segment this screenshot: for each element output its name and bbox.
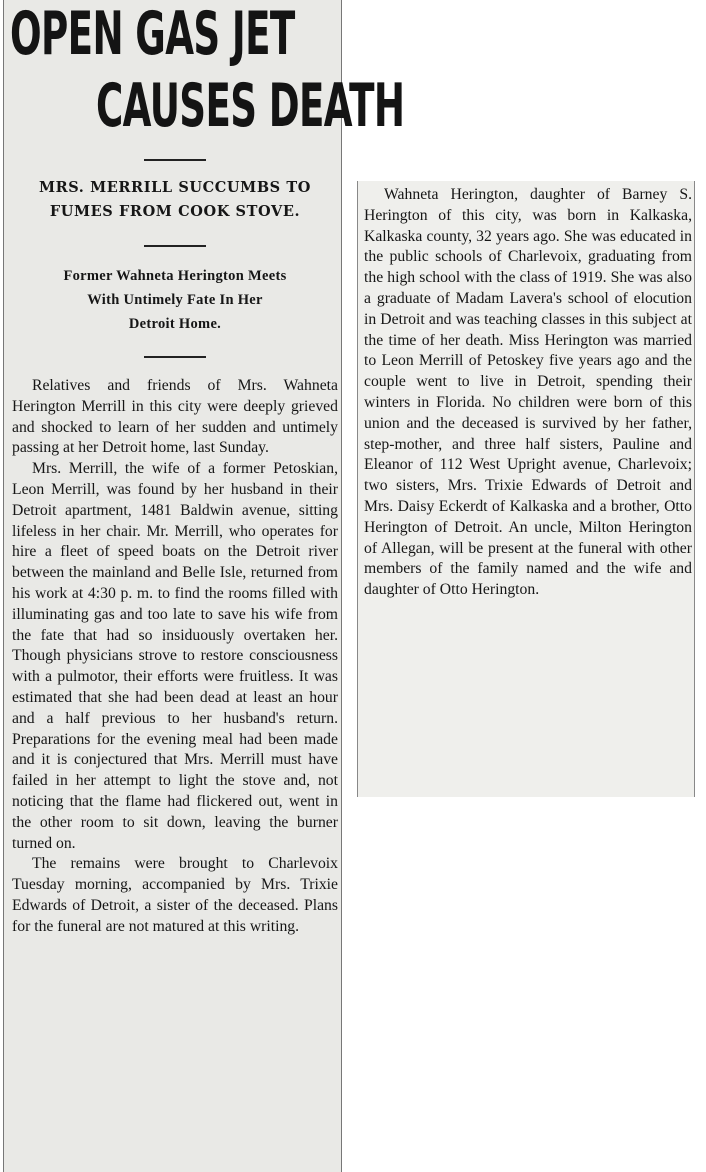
article-continuation xyxy=(364,185,692,601)
body-paragraph: Mrs. Merrill, the wife of a former Petoskian, Leon Merrill, was found by her husband in their Detroit apartment, 1481 Baldwin avenue, sitting lifeless in her chair. Mr. Merrill, who operates for hire a fleet of speed boats on the Detroit river between the mainland and Belle Isle, returned from his work at 4:30 p. m. to find the rooms filled with illuminating gas and too late to save his wife from the fate that had so insiduously overtaken her. Though physicians strove to restore consciousness with a pulmotor, their efforts were fruitless. It was estimated that she had been dead at least an hour and a half previous to her husband's return. Preparations for the evening meal had been made and it is conjectured that Mrs. Merrill must have failed in her attempt to light the stove and, not noticing that the flame had flickered out, went in the other room to sit down, leaving the burner turned on. xyxy=(12,460,338,852)
article-body xyxy=(12,376,338,938)
subheadline-line: Detroit Home. xyxy=(128,316,222,332)
body-paragraph: The remains were brought to Charlevoix Tuesday morning, accompanied by Mrs. Trixie Edwards of Detroit, a sister of the deceased. Plans for the funeral are not matured at this writing. xyxy=(12,855,338,935)
subheadline xyxy=(10,176,340,224)
subheadline-line: FUMES FROM COOK STOVE. xyxy=(49,203,301,220)
divider-rule xyxy=(144,245,206,247)
divider-rule xyxy=(144,356,206,358)
headline-line-2: CAUSES DEATH xyxy=(96,71,405,141)
subheadline-line: MRS. MERRILL SUCCUMBS TO xyxy=(38,179,312,196)
body-paragraph: Wahneta Herington, daughter of Barney S. Herington of this city, was born in Kalkaska, Kalkaska county, 32 years ago. She was educated in the public schools of Charlevoix, graduating from the high school with the class of 1919. She was also a graduate of Madam Lavera's school of elocution in Detroit and was teaching classes in this subject at the time of her death. Miss Herington was married to Leon Merrill of Petoskey five years ago and the couple went to live in Detroit, spending their winters in Florida. No children were born of this union and the deceased is survived by her father, step-mother, and three half sisters, Pauline and Eleanor of 112 West Upright avenue, Charlevoix; two sisters, Mrs. Trixie Edwards of Detroit and Mrs. Daisy Eckerdt of Kalkaska and a brother, Otto Herington of Detroit. An uncle, Milton Herington of Allegan, will be present at the funeral with other members of the family named and the wife and daughter of Otto Herington. xyxy=(364,186,692,599)
subheadline-secondary xyxy=(10,264,340,336)
subheadline-line: Former Wahneta Herington Meets xyxy=(63,268,287,284)
headline-line-1: OPEN GAS JET xyxy=(10,0,295,69)
article-clipping-left xyxy=(3,0,405,1172)
divider-rule xyxy=(144,159,206,161)
subheadline-line: With Untimely Fate In Her xyxy=(87,292,263,308)
body-paragraph: Relatives and friends of Mrs. Wahneta Herington Merrill in this city were deeply grieved and shocked to learn of her sudden and untimely passing at her Detroit home, last Sunday. xyxy=(12,377,338,457)
article-clipping-right xyxy=(357,181,695,797)
